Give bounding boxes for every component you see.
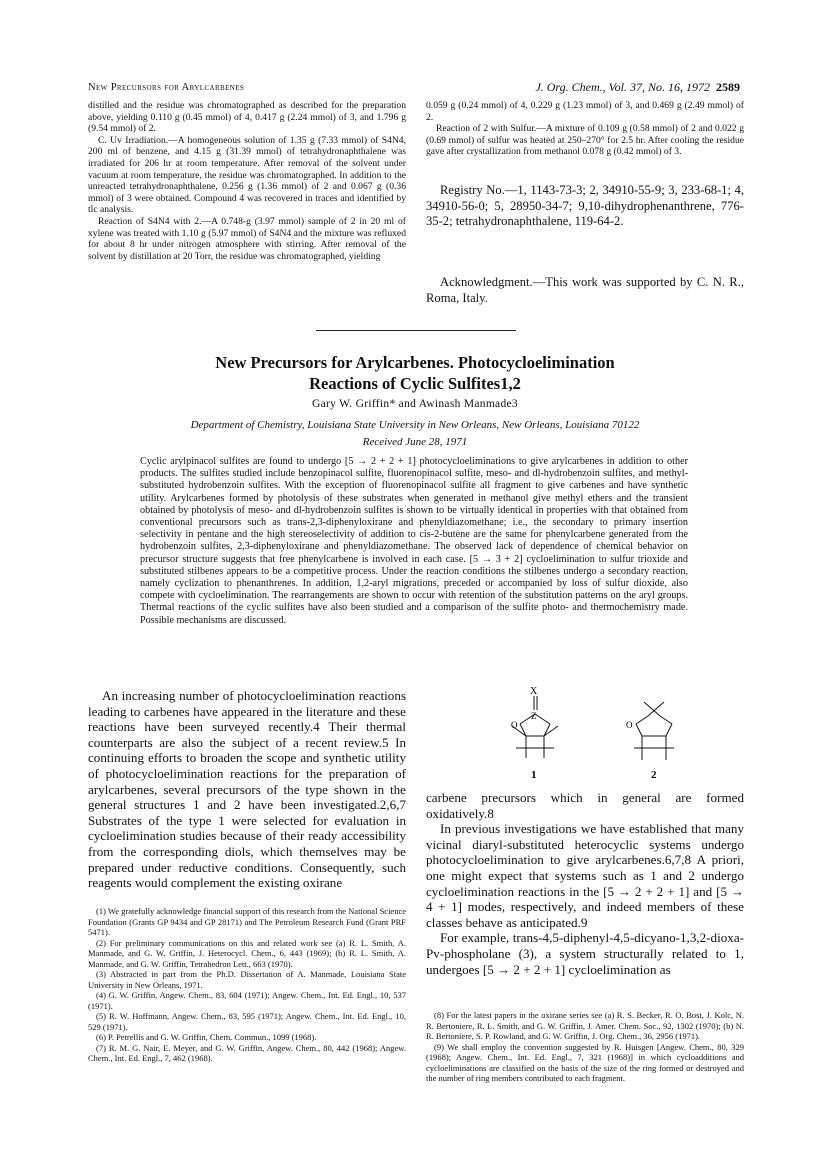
footnote: (4) G. W. Griffin, Angew. Chem., 83, 604 (1971); Angew. Chem., Int. Ed. Engl., 10, 537 (1971). bbox=[88, 990, 406, 1011]
structure-2-o-label: O bbox=[626, 720, 633, 730]
paragraph: distilled and the residue was chromatographed as described for the preparation above, yielding 0.110 g (0.45 mmol) of 4, 0.417 g (2.24 mmol) of 3, and 1.796 g (9.54 mmol) of 2. bbox=[88, 100, 406, 135]
footnotes-right bbox=[426, 1010, 744, 1084]
structure-1-o-label: O bbox=[511, 720, 518, 730]
body-right-column bbox=[426, 790, 744, 977]
experimental-right-column bbox=[426, 100, 744, 158]
structure-1-label: 1 bbox=[531, 769, 537, 781]
paragraph: Reaction of S4N4 with 2.—A 0.748-g (3.97 mmol) sample of 2 in 20 ml of xylene was treated with 1.10 g (5.97 mmol) of S4N4 and the mixture was refluxed for about 8 hr under nitrogen atmosphere with stirring. After removal of the solvent by distillation at 20 Torr, the residue was chromatographed, yielding bbox=[88, 215, 406, 262]
footnote: (1) We gratefully acknowledge financial support of this research from the National Science Foundation (Grants GP 9434 and GP 28171) and The Petroleum Research Fund (Grant PRF 5471). bbox=[88, 906, 406, 937]
journal-header bbox=[492, 80, 740, 95]
footnote: (7) R. M. G. Nair, E. Meyer, and G. W. Griffin, Angew. Chem., 80, 442 (1968); Angew. Chem., Int. Ed. Engl., 7, 462 (1968). bbox=[88, 1042, 406, 1063]
title-line-1: New Precursors for Arylcarbenes. Photocycloelimination bbox=[215, 353, 615, 372]
structures-figure bbox=[426, 686, 744, 782]
body-left-column: An increasing number of photocycloelimination reactions leading to carbenes have appeared in the literature and these reactions have been surveyed recently.4 Their thermal counterparts are also the subject of a recent review.5 In continuing efforts to broaden the scope and synthetic utility of photocycloelimination reactions for the preparation of arylcarbenes, several precursors of the type shown in the general structures 1 and 2 have been investigated.2,6,7 Substrates of the type 1 were selected for evaluation in cycloelimination studies because of their ready accessibility from the corresponding diols, which themselves may be prepared under reductive conditions. Consequently, such reagents would complement the existing oxirane bbox=[88, 688, 406, 891]
abstract: Cyclic arylpinacol sulfites are found to undergo [5 → 2 + 2 + 1] photocycloeliminations to give arylcarbenes in addition to other products. The sulfites studied include benzopinacol sulfite, fluorenopinacol sulfite, meso- and dl-hydrobenzoin sulfites, and methyl-substituted hydrobenzoin sulfites. With the exception of fluorenopinacol sulfite all fragment to give carbenes and have synthetic utility. Arylcarbenes formed by photolysis of these substrates when generated in methanol give methyl ethers and the transient obtained by photolysis of meso- and dl-hydrobenzoin sulfites is shown to be virtually identical in properties with that obtained from conventional precursors such as trans-2,3-diphenyloxirane and phenyldiazomethane; i.e., the secondary to primary insertion selectivity in pentane and the high stereoselectivity of addition to cis-2-butene are the same for phenylcarbene generated from the hydrobenzoin sulfites, 2,3-diphenyloxirane and phenyldiazomethane. The observed lack of dependence of chemical behavior on precursor structure suggests that free phenylcarbene is involved in each case. [5 → 3 + 2] cycloelimination to sulfur trioxide and substituted stilbenes appears to be a competitive process. Under the reaction conditions the stilbenes undergo a secondary reaction, namely cyclization to phenanthrenes. In addition, 1,2-aryl migrations, preceded or accompanied by loss of sulfur dioxide, also compete with cycloelimination. The rearrangements are shown to occur with retention of the substitution patterns on the aryl groups. Thermal reactions of the cyclic sulfites have also been studied and a comparison of the sulfite photo- and thermochemistry made. Possible mechanisms are discussed. bbox=[140, 456, 688, 626]
footnote: (5) R. W. Hoffmann, Angew. Chem., 83, 595 (1971); Angew. Chem., Int. Ed. Engl., 10, 529 (1971). bbox=[88, 1011, 406, 1032]
structure-2-label: 2 bbox=[651, 769, 657, 781]
affiliation: Department of Chemistry, Louisiana State University in New Orleans, New Orleans, Louisiana 70122 bbox=[190, 419, 640, 431]
page-number: 2589 bbox=[716, 80, 740, 94]
paragraph: 0.059 g (0.24 mmol) of 4, 0.229 g (1.23 mmol) of 3, and 0.469 g (2.49 mmol) of 2. bbox=[426, 100, 744, 123]
paragraph: In previous investigations we have established that many vicinal diaryl-substituted heterocyclic systems undergo photocycloelimination to give arylcarbenes.6,7,8 A priori, one might expect that systems such as 1 and 2 undergo cycloelimination reactions in the [5 → 2 + 2 + 1] and [5 → 4 + 1] modes, respectively, and indeed members of these classes behave as anticipated.9 bbox=[426, 821, 744, 930]
acknowledgment: Acknowledgment.—This work was supported by C. N. R., Roma, Italy. bbox=[426, 275, 744, 305]
journal-citation: J. Org. Chem., Vol. 37, No. 16, 1972 bbox=[535, 80, 710, 94]
authors: Gary W. Griffin* and Awinash Manmade3 bbox=[312, 398, 518, 410]
footnote: (6) P. Petrellis and G. W. Griffin, Chem. Commun., 1099 (1968). bbox=[96, 1032, 317, 1042]
footnote: (8) For the latest papers in the oxirane series see (a) R. S. Becker, R. O. Bost, J. Kolc, N. R. Bertoniere, R. L. Smith, and G. W. Griffin, J. Amer. Chem. Soc., 92, 1302 (1970); (b) N. R. Bertoniere, S. P. Rowland, and G. W. Griffin, J. Org. Chem., 36, 2956 (1971). bbox=[426, 1010, 744, 1041]
footnote: (9) We shall employ the convention suggested by R. Huisgen [Angew. Chem., 80, 329 (1968); Angew. Chem., Int. Ed. Engl., 7, 321 (1968)] in which cycloadditions and cycloeliminations are classified on the basis of the size of the ring formed or destroyed and the number of ring members contributed to each fragment. bbox=[426, 1041, 744, 1083]
title-line-2: Reactions of Cyclic Sulfites1,2 bbox=[309, 374, 521, 393]
structure-1-x-label: X bbox=[530, 686, 538, 697]
registry-numbers: Registry No.—1, 1143-73-3; 2, 34910-55-9; 3, 233-68-1; 4, 34910-56-0; 5, 28950-34-7; 9,10-dihydrophenanthrene, 776-35-2; tetrahydronaphthalene, 119-64-2. bbox=[426, 183, 744, 228]
paragraph: Reaction of 2 with Sulfur.—A mixture of 0.109 g (0.58 mmol) of 2 and 0.022 g (0.69 mmol) of sulfur was heated at 250–270° for 2.5 hr. After cooling the residue gave after crystallization from methanol 0.078 g (0.42 mmol) of 3. bbox=[426, 123, 744, 158]
section-divider bbox=[316, 330, 516, 331]
structure-2 bbox=[634, 702, 674, 760]
structure-1 bbox=[512, 696, 558, 758]
footnote: (3) Abstracted in part from the Ph.D. Dissertation of A. Manmade, Louisiana State University in New Orleans, 1971. bbox=[88, 969, 406, 990]
received-date: Received June 28, 1971 bbox=[362, 436, 468, 448]
paragraph: For example, trans-4,5-diphenyl-4,5-dicyano-1,3,2-dioxa-Pv-phospholane (3), a system structurally related to 1, undergoes [5 → 2 + 2 + 1] cycloelimination as bbox=[426, 930, 744, 977]
paragraph: carbene precursors which in general are formed oxidatively.8 bbox=[426, 790, 744, 821]
running-title: New Precursors for Arylcarbenes bbox=[88, 82, 245, 93]
structure-1-z-label: Z bbox=[531, 711, 537, 721]
footnotes-left bbox=[88, 906, 406, 1064]
experimental-left-column bbox=[88, 100, 406, 262]
article-title bbox=[120, 352, 710, 394]
footnote: (2) For preliminary communications on this and related work see (a) R. L. Smith, A. Manmade, and G. W. Griffin, J. Heterocycl. Chem., 6, 443 (1969); (b) R. L. Smith, A. Manmade, and G. W. Griffin, Tetrahedron Lett., 663 (1970). bbox=[88, 937, 406, 969]
paragraph: C. Uv Irradiation.—A homogeneous solution of 1.35 g (7.33 mmol) of S4N4, 200 ml of benzene, and 4.15 g (31.39 mmol) of tetrahydronaphthalene was irradiated for 206 hr at room temperature. After removal of the solvent under vacuum at room temperature, the residue was chromatographed. In addition to the unreacted tetrahydronaphthalene, 0.256 g (1.36 mmol) of 2 and 0.067 g (0.36 mmol) of 3 were obtained. Compound 4 was recovered in traces and identified by tlc analysis. bbox=[88, 134, 406, 216]
